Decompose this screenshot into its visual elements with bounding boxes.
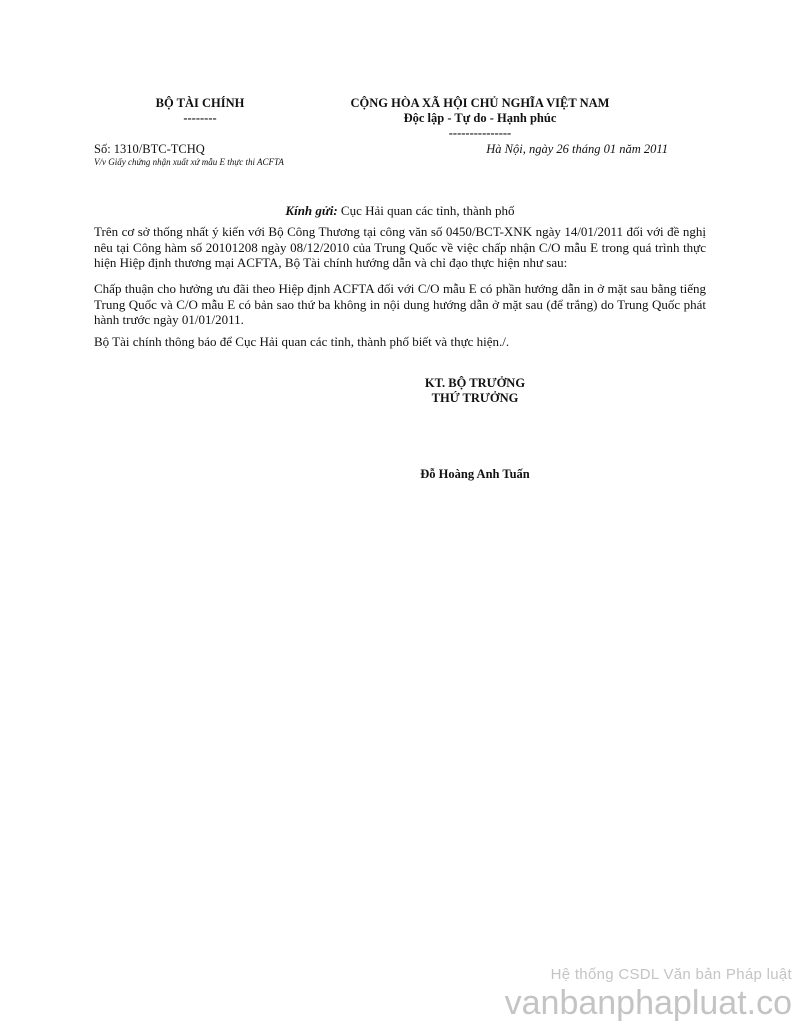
document-number: Số: 1310/BTC-TCHQ — [94, 142, 205, 156]
nation-name: CỘNG HÒA XÃ HỘI CHỦ NGHĨA VIỆT NAM — [350, 96, 610, 110]
nation-header — [330, 96, 630, 141]
watermark — [505, 966, 792, 1021]
place-date: Hà Nội, ngày 26 tháng 01 năm 2011 — [486, 142, 668, 156]
recipient-label: Kính gửi: — [285, 203, 338, 218]
signature-title-line2: THỨ TRƯỞNG — [431, 391, 519, 405]
signature-title — [380, 376, 570, 406]
recipient-line — [94, 203, 706, 219]
recipient-name: Cục Hải quan các tỉnh, thành phố — [337, 203, 515, 218]
watermark-url: vanbanphapluat.co — [504, 984, 792, 1022]
watermark-line1: Hệ thống CSDL Văn bản Pháp luật — [550, 966, 792, 983]
body-paragraph-2: Chấp thuận cho hưởng ưu đãi theo Hiệp định ACFTA đối với C/O mẫu E có phần hướng dẫn in ở mặt sau bằng tiếng Trung Quốc và C/O mẫu E có bản sao thứ ba không in nội dung hướng dẫn ở mặt sau (để trắng) do Trung Quốc phát hành trước ngày 01/01/2011. — [94, 281, 706, 327]
motto: Độc lập - Tự do - Hạnh phúc — [403, 111, 557, 125]
ministry-name: BỘ TÀI CHÍNH — [155, 96, 245, 110]
body-paragraph-3: Bộ Tài chính thông báo để Cục Hải quan các tỉnh, thành phố biết và thực hiện./. — [94, 334, 510, 349]
signer-name: Đỗ Hoàng Anh Tuấn — [420, 467, 530, 481]
ministry-header — [130, 96, 270, 126]
document-subject: V/v Giấy chứng nhận xuất xứ mẫu E thực thi ACFTA — [94, 157, 284, 167]
motto-rule: --------------- — [448, 126, 512, 140]
ministry-rule: -------- — [183, 111, 217, 125]
body-paragraph-1: Trên cơ sở thống nhất ý kiến với Bộ Công Thương tại công văn số 0450/BCT-XNK ngày 14/01/2011 đối với đề nghị nêu tại Công hàm số 20101208 ngày 08/12/2010 của Trung Quốc về việc chấp nhận C/O mẫu E trong quá trình thực hiện Hiệp định thương mại ACFTA, Bộ Tài chính hướng dẫn và chỉ đạo thực hiện như sau: — [94, 224, 706, 270]
signature-title-line1: KT. BỘ TRƯỞNG — [424, 376, 526, 390]
